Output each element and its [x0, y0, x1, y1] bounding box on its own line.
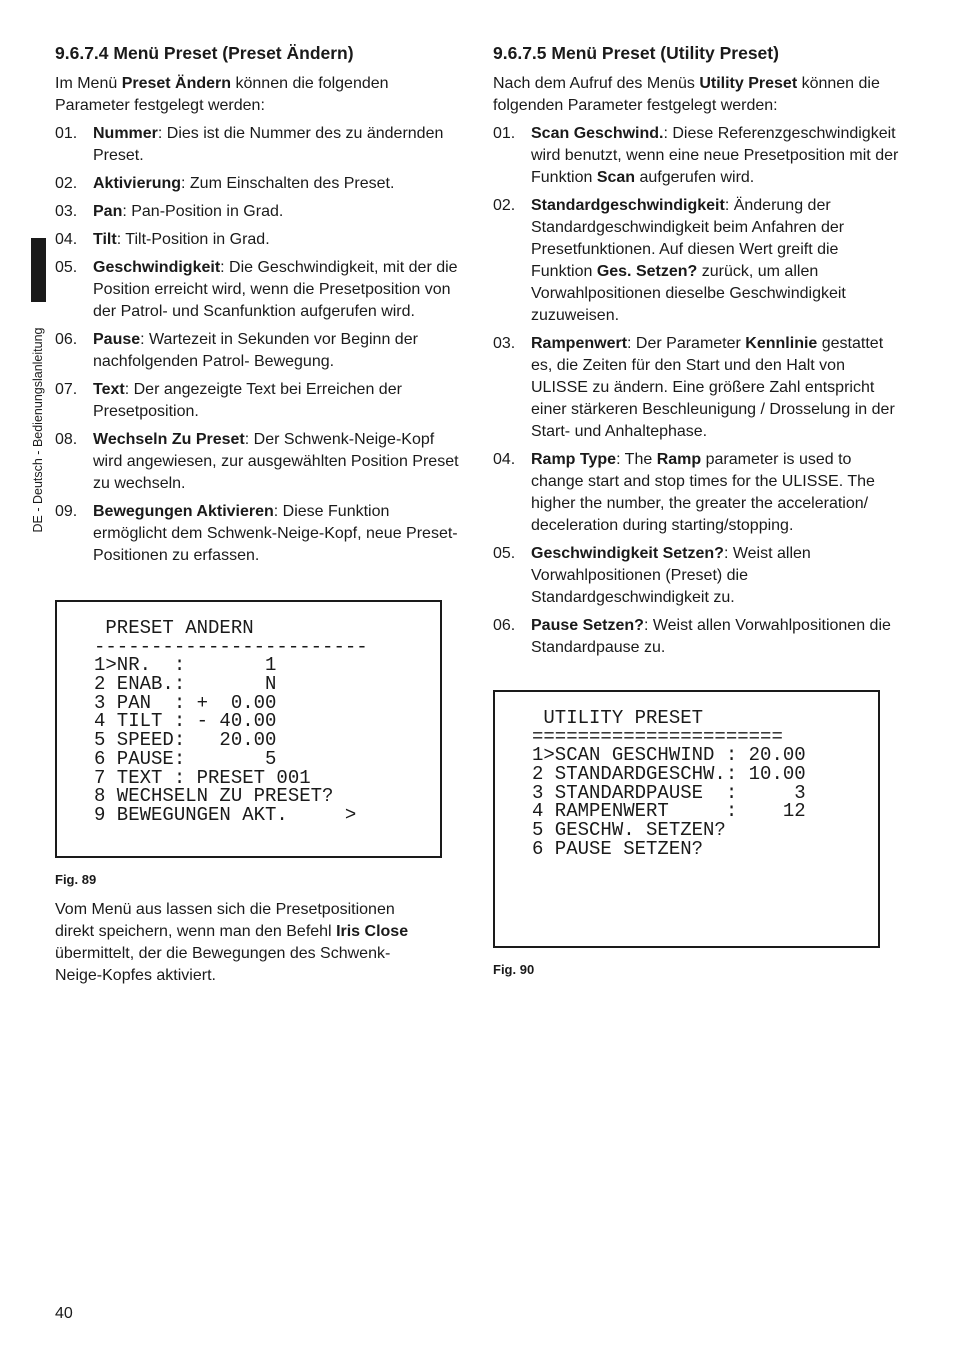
bold-term: Bewegungen Aktivieren: [93, 503, 274, 520]
item-text: [93, 501, 460, 567]
text-run: : Die Geschwindigkeit, mit der die Position erreicht wird, wenn die Presetposition von der Patrol- und Scanfunktion aufgerufen wird.: [93, 259, 458, 320]
list-item: [55, 173, 460, 195]
item-number: 01.: [55, 125, 78, 142]
item-text: [93, 229, 460, 251]
item-number: 04.: [55, 231, 78, 248]
list-item: [493, 449, 903, 537]
list-item: [55, 229, 460, 251]
list-item: [493, 543, 903, 609]
fig-89-caption: Fig. 89: [55, 872, 97, 887]
section-marker-bar: [31, 238, 46, 302]
text-run: : Diese Funktion ermöglicht dem Schwenk-Neige-Kopf, neue Preset-Positionen zu erfassen.: [93, 503, 458, 564]
list-item: [493, 333, 903, 443]
bold-term: Pause: [93, 331, 141, 348]
text-run: aufgerufen wird.: [635, 169, 755, 186]
bold-term: Utility Preset: [699, 75, 798, 92]
screen-line: 1>SCAN GESCHWIND : 20.00: [532, 744, 806, 767]
text-run: gestattet es, die Zeiten für den Start und den Halt von ULISSE zu ändern. Eine größere Zahl entspricht einer stärkeren Beschleunigung / Drosselung in der Start- und Anhaltephase.: [531, 335, 895, 440]
text-run: : Dies ist die Nummer des zu ändernden Preset.: [93, 125, 444, 164]
bold-term: Geschwindigkeit Setzen?: [531, 545, 724, 562]
left-heading: 9.6.7.4 Menü Preset (Preset Ändern): [55, 43, 354, 63]
list-item: [55, 201, 460, 223]
right-heading: 9.6.7.5 Menü Preset (Utility Preset): [493, 43, 779, 63]
list-item: [55, 257, 460, 323]
bold-term: Ges. Setzen?: [596, 263, 698, 280]
text-run: : Der Schwenk-Neige-Kopf wird angewiesen, zur ausgewählten Position Preset zu wechseln.: [93, 431, 459, 492]
item-number: 07.: [55, 381, 78, 398]
left-column: [55, 40, 460, 573]
bold-term: Scan: [596, 169, 636, 186]
item-text: [531, 195, 903, 327]
bold-term: Nummer: [93, 125, 158, 142]
screen-line: 6 PAUSE SETZEN?: [532, 837, 704, 860]
text-run: : Weist allen Vorwahlpositionen (Preset) die Standardgeschwindigkeit zu.: [531, 545, 811, 606]
preset-andern-screen: [55, 600, 442, 858]
text-run: : Der Parameter: [627, 335, 746, 352]
screen-line: 5 GESCHW. SETZEN?: [532, 819, 726, 842]
bold-term: Tilt: [93, 231, 117, 248]
bold-term: Ramp: [656, 451, 702, 468]
text-run: können die folgenden Parameter festgelegt werden:: [493, 75, 880, 114]
text-run: : Pan-Position in Grad.: [122, 203, 284, 220]
screen-line: ======================: [532, 725, 783, 748]
list-item: [55, 429, 460, 495]
text-run: : The: [616, 451, 657, 468]
item-number: 03.: [493, 335, 516, 352]
right-parameter-list: [493, 123, 903, 659]
bold-term: Rampenwert: [531, 335, 628, 352]
list-item: [493, 615, 903, 659]
text-run: : Weist allen Vorwahlpositionen die Standardpause zu.: [531, 617, 891, 656]
screen-line: 9 BEWEGUNGEN AKT. >: [94, 803, 357, 826]
text-run: : Diese Referenzgeschwindigkeit wird benutzt, wenn eine neue Presetposition mit der Funktion: [531, 125, 899, 186]
screen-line: 5 SPEED: 20.00: [94, 729, 277, 752]
item-text: [531, 543, 903, 609]
list-item: [493, 123, 903, 189]
screen-line: 2 STANDARDGESCHW.: 10.00: [532, 763, 806, 786]
item-number: 03.: [55, 203, 78, 220]
bold-term: Pan: [93, 203, 123, 220]
screen-line: ------------------------: [94, 635, 368, 658]
text-run: : Der angezeigte Text bei Erreichen der Presetposition.: [93, 381, 402, 420]
text-run: : Wartezeit in Sekunden vor Beginn der nachfolgenden Patrol- Bewegung.: [93, 331, 418, 370]
screen-line: 8 WECHSELN ZU PRESET?: [94, 785, 334, 808]
list-item: [55, 379, 460, 423]
bold-term: Scan Geschwind.: [531, 125, 664, 142]
list-item: [493, 195, 903, 327]
utility-preset-screen: [493, 690, 880, 948]
item-number: 05.: [493, 545, 516, 562]
item-number: 06.: [493, 617, 516, 634]
bold-term: Iris Close: [336, 923, 409, 940]
bold-term: Preset Ändern: [121, 75, 232, 92]
item-text: [531, 333, 903, 443]
screen-line: 3 PAN : + 0.00: [94, 691, 277, 714]
screen-line: 7 TEXT : PRESET 001: [94, 766, 311, 789]
right-column: [493, 40, 903, 665]
bold-term: Standardgeschwindigkeit: [531, 197, 725, 214]
item-text: [93, 379, 460, 423]
item-number: 04.: [493, 451, 516, 468]
bold-term: Aktivierung: [93, 175, 182, 192]
item-number: 02.: [55, 175, 78, 192]
bold-term: Text: [93, 381, 125, 398]
side-label: DE - Deutsch - Bedienungslanleitung: [31, 327, 45, 533]
item-text: [531, 615, 903, 659]
text-run: übermittelt, der die Bewegungen des Schwenk-Neige-Kopfes aktiviert.: [55, 945, 391, 984]
text-run: zurück, um allen Vorwahlpositionen dieselbe Geschwindigkeit zuzuweisen.: [531, 263, 846, 324]
item-number: 02.: [493, 197, 516, 214]
text-run: können die folgenden Parameter festgelegt werden:: [55, 75, 389, 114]
bold-term: Pause Setzen?: [531, 617, 644, 634]
screen-line: 4 TILT : - 40.00: [94, 710, 277, 733]
text-run: Vom Menü aus lassen sich die Presetpositionen direkt speichern, wenn man den Befehl: [55, 901, 395, 940]
screen-line: 3 STANDARDPAUSE : 3: [532, 781, 806, 804]
list-item: [55, 501, 460, 567]
item-number: 09.: [55, 503, 78, 520]
text-run: : Zum Einschalten des Preset.: [181, 175, 395, 192]
item-number: 01.: [493, 125, 516, 142]
left-intro: [55, 73, 460, 117]
item-number: 05.: [55, 259, 78, 276]
screen-line: 6 PAUSE: 5: [94, 747, 277, 770]
text-run: Im Menü: [55, 75, 122, 92]
screen-line: 1>NR. : 1: [94, 654, 277, 677]
bold-term: Kennlinie: [745, 335, 818, 352]
bold-term: Geschwindigkeit: [93, 259, 221, 276]
text-run: : Tilt-Position in Grad.: [116, 231, 270, 248]
text-run: Nach dem Aufruf des Menüs: [493, 75, 700, 92]
screen-line: PRESET ANDERN: [94, 617, 254, 639]
fig-90-caption: Fig. 90: [493, 962, 535, 977]
list-item: [55, 329, 460, 373]
text-run: : Änderung der Standardgeschwindigkeit beim Anfahren der Presetfunktionen. Auf diesen Wert greift die Funktion: [531, 197, 845, 280]
item-number: 08.: [55, 431, 78, 448]
item-text: [93, 329, 460, 373]
screen-line: 4 RAMPENWERT : 12: [532, 800, 806, 823]
left-after-text: [55, 899, 435, 987]
bold-term: Ramp Type: [531, 451, 617, 468]
screen-line: UTILITY PRESET: [532, 707, 704, 729]
item-text: [93, 173, 460, 195]
screen-line: 2 ENAB.: N: [94, 673, 277, 696]
bold-term: Wechseln Zu Preset: [93, 431, 245, 448]
right-intro: [493, 73, 903, 117]
item-text: [531, 449, 903, 537]
page-number: 40: [55, 1305, 73, 1322]
list-item: [55, 123, 460, 167]
item-text: [93, 201, 460, 223]
item-text: [93, 123, 460, 167]
text-run: parameter is used to change start and stop times for the ULISSE. The higher the number, the greater the acceleration/ deceleration during starting/stopping.: [531, 451, 875, 534]
item-text: [531, 123, 903, 189]
item-text: [93, 429, 460, 495]
left-parameter-list: [55, 123, 460, 567]
item-text: [93, 257, 460, 323]
item-number: 06.: [55, 331, 78, 348]
